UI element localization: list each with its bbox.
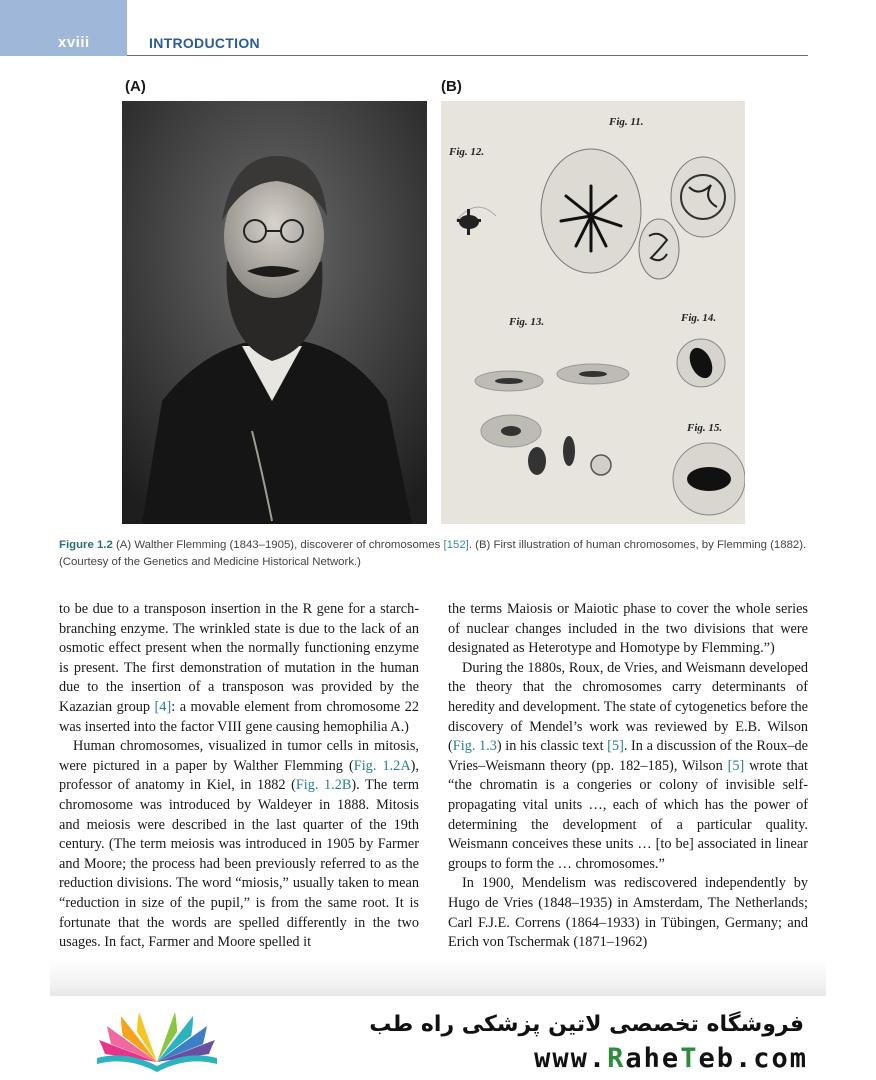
text-run: to be due to a transposon insertion in the R gene for a starch-branching enzyme. The wrinkled state is due to the lack of an osmotic effect present when the normally functioning enzyme is present. The first demonstration of mutation in the human due to the insertion of a transposon was provided by the Kazazian group	[59, 601, 419, 715]
text-run: : a movable element from chromosome 22 was inserted into the factor VIII gene causing hemophilia A.)	[59, 698, 419, 735]
caption-ref-link[interactable]: [152]	[443, 539, 469, 551]
chapter-title: INTRODUCTION	[149, 35, 260, 51]
ref-link[interactable]: [4]	[154, 698, 172, 715]
left-paragraph-1	[59, 600, 419, 737]
text-run: wrote that “the chromatin is a congeries or colony of invisible self-propagating vital units …, each of which has the power of determining the development of a particular quality. Weismann conceives these units … [to be] associated in linear groups to form the … chromosomes.”	[448, 757, 808, 872]
url-part: T	[680, 1043, 699, 1074]
header-rule	[127, 55, 808, 56]
flemming-portrait-photo	[122, 101, 427, 524]
book-fan-logo	[93, 1010, 221, 1072]
bottom-fade	[50, 958, 826, 996]
url-part: R	[607, 1043, 626, 1074]
panel-a-label: (A)	[125, 78, 146, 95]
panel-b-label: (B)	[441, 78, 462, 95]
ref-link[interactable]: [5]	[607, 738, 624, 755]
text-run: ), professor of anatomy in Kiel, in 1882 (	[59, 757, 419, 794]
portrait-drawing	[122, 101, 427, 524]
chromosome-drawing	[441, 101, 745, 524]
url-part: ahe	[625, 1043, 681, 1074]
text-run: ) in his classic text	[496, 738, 608, 755]
url-part: www.	[534, 1043, 608, 1074]
ref-link[interactable]: [5]	[727, 757, 745, 774]
text-run: ). The term chromosome was introduced by Waldeyer in 1888. Mitosis and meiosis were described in the last quarter of the 19th century. (The term meiosis was introduced in 1905 by Farmer and Moore; the process had been previously referred to as the reduction divisions. The word “miosis,” usually taken to mean “reduction in size of the pupil,” is from the same root. It is fortunate that the words are spelled differently in the two usages. In fact, Farmer and Moore spelled it	[59, 777, 419, 951]
text-run: . In a discussion of the Roux–de Vries–Weismann theory (pp. 182–185), Wilson	[448, 738, 809, 774]
page-number: xviii	[58, 34, 90, 51]
fig-11-label: Fig. 11.	[609, 116, 644, 128]
caption-text-1: (A) Walther Flemming (1843–1905), discoverer of chromosomes	[112, 539, 444, 551]
right-column	[448, 600, 808, 953]
right-paragraph-3: In 1900, Mendelism was rediscovered independently by Hugo de Vries (1848–1935) in Amsterdam, The Netherlands; Carl F.J.E. Correns (1864–1933) in Tübingen, Germany; and Erich von Tschermak (1871–1962)	[448, 875, 808, 951]
text-run: Human chromosomes, visualized in tumor cells in mitosis, were pictured in a paper by Walther Flemming (	[59, 738, 419, 774]
fig-link[interactable]: Fig. 1.2A	[353, 757, 411, 774]
website-url	[534, 1043, 808, 1074]
book-logo-icon	[93, 1010, 221, 1072]
left-column	[59, 600, 419, 953]
fig-12-label: Fig. 12.	[449, 146, 485, 158]
fig-15-label: Fig. 15.	[687, 422, 723, 434]
fig-13-label: Fig. 13.	[509, 316, 545, 328]
fig-link[interactable]: Fig. 1.2B	[295, 777, 352, 794]
figure-caption	[59, 537, 809, 571]
text-run: During the 1880s, Roux, de Vries, and Weismann developed the theory that the chromosomes carry determinants of heredity and development. The state of cytogenetics before the discovery of Mendel’s work was reviewed by E.B. Wilson (	[448, 659, 808, 755]
fig-14-label: Fig. 14.	[681, 312, 717, 324]
left-paragraph-2	[59, 737, 419, 953]
caption-text-2: . (B) First illustration of human chromosomes, by Flemming (1882). (Courtesy of the Genetics and Medicine Historical Network.)	[59, 539, 807, 568]
store-name: فروشگاه تخصصی لاتین پزشکی راه طب	[369, 1012, 804, 1037]
figure-label: Figure 1.2	[59, 539, 113, 551]
fig-link[interactable]: Fig. 1.3	[452, 738, 497, 755]
right-paragraph-1: the terms Maiosis or Maiotic phase to cover the whole series of nuclear changes included in the two divisions that were designated as Heterotype and Homotype by Flemming.”)	[448, 601, 808, 657]
chromosome-illustration	[441, 101, 745, 524]
right-paragraph-2	[448, 659, 808, 875]
url-part: eb.com	[698, 1043, 808, 1074]
